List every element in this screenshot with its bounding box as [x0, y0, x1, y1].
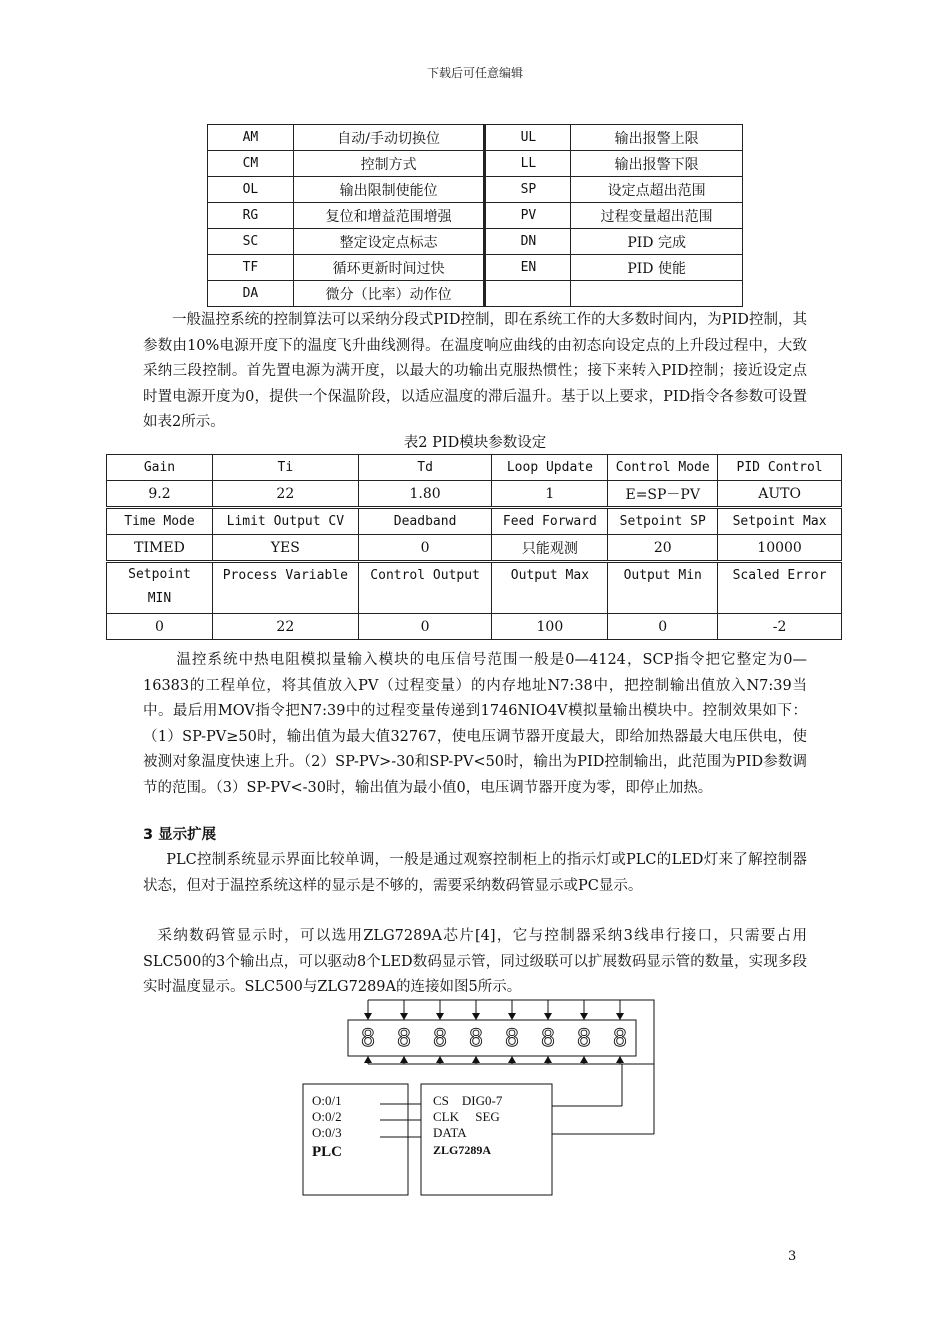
flag-description: 控制方式 — [293, 151, 485, 177]
chip-pins-cs-dig: CS DIG0-7 — [433, 1093, 503, 1108]
cell-setpoint-sp-label: Setpoint SP — [608, 508, 718, 535]
plc-output-1: O:0/1 — [312, 1093, 342, 1108]
page-header: 下载后可任意编辑 — [426, 66, 523, 80]
section-title: 3 显示扩展 — [143, 827, 217, 843]
connection-diagram — [290, 992, 670, 1202]
cell-td-value: 1.80 — [358, 481, 492, 508]
cell-limit-output-label: Limit Output CV — [212, 508, 358, 535]
cell-control-mode-label: Control Mode — [608, 455, 718, 481]
plc-output-3: O:0/3 — [312, 1125, 342, 1140]
paragraph-rtd-input: 温控系统中热电阻模拟量输入模块的电压信号范围一般是0—4124，SCP指令把它整定为0—16383的工程单位，将其值放入PV（过程变量）的内存地址N7:38中，把控制输出值放入N7:39当中。最后用MOV指令把N7:39中的过程变量传递到1746NIO4V模拟量输出模块中。控制效果如下：（1）SP-PV≥50时，输出值为最大值32767，使电压调节器开度最大，即给加热器最大电压供电，使被测对象温度快速上升。（2）SP-PV>-30和SP-PV<50时，输出为PID控制输出，此范围为PID参数调节的范围。（3）SP-PV<-30时，输出值为最小值0，电压调节器开度为零，即停止加热。 — [143, 652, 807, 796]
cell-loop-update-label: Loop Update — [492, 455, 608, 481]
flag-description: PID 完成 — [571, 229, 743, 255]
page-number: 3 — [788, 1249, 797, 1264]
flag-code: EN — [485, 255, 571, 281]
seven-seg-digit: 8 — [396, 1024, 412, 1052]
seven-seg-digit: 8 — [612, 1024, 628, 1052]
flag-code: AM — [208, 125, 294, 151]
flag-code: TF — [208, 255, 294, 281]
table2-caption: 表2 PID模块参数设定 — [403, 435, 547, 451]
flag-row — [208, 151, 743, 177]
flag-table — [207, 124, 743, 307]
cell-deadband-label: Deadband — [358, 508, 492, 535]
cell-feed-forward-label: Feed Forward — [492, 508, 608, 535]
cell-setpoint-min-label: Setpoint MIN — [107, 562, 213, 614]
flag-code: OL — [208, 177, 294, 203]
seven-seg-digit: 8 — [540, 1024, 556, 1052]
table2-row1-values — [107, 481, 842, 508]
cell-setpoint-min-value: 0 — [107, 614, 213, 640]
cell-deadband-value: 0 — [358, 535, 492, 562]
cell-output-min-value: 0 — [608, 614, 718, 640]
flag-code: SP — [485, 177, 571, 203]
cell-control-output-value: 0 — [358, 614, 492, 640]
cell-time-mode-label: Time Mode — [107, 508, 213, 535]
flag-description: 输出限制使能位 — [293, 177, 485, 203]
seven-seg-digit: 8 — [504, 1024, 520, 1052]
cell-pid-control-label: PID Control — [718, 455, 842, 481]
flag-description: 微分（比率）动作位 — [293, 281, 485, 307]
flag-code: RG — [208, 203, 294, 229]
cell-process-variable-label: Process Variable — [212, 562, 358, 614]
cell-loop-update-value: 1 — [492, 481, 608, 508]
cell-scaled-error-label: Scaled Error — [718, 562, 842, 614]
cell-setpoint-sp-value: 20 — [608, 535, 718, 562]
flag-row — [208, 281, 743, 307]
flag-description: PID 使能 — [571, 255, 743, 281]
flag-description: 设定点超出范围 — [571, 177, 743, 203]
flag-code: PV — [485, 203, 571, 229]
cell-gain-value: 9.2 — [107, 481, 213, 508]
flag-code — [485, 281, 571, 307]
seven-seg-digit: 8 — [360, 1024, 376, 1052]
flag-description: 复位和增益范围增强 — [293, 203, 485, 229]
flag-description: 自动/手动切换位 — [293, 125, 485, 151]
flag-row — [208, 255, 743, 281]
cell-output-max-label: Output Max — [492, 562, 608, 614]
flag-description: 输出报警上限 — [571, 125, 743, 151]
chip-pin-data: DATA — [433, 1125, 467, 1140]
flag-description: 输出报警下限 — [571, 151, 743, 177]
cell-setpoint-max-value: 10000 — [718, 535, 842, 562]
cell-scaled-error-value: -2 — [718, 614, 842, 640]
flag-row — [208, 229, 743, 255]
flag-code: CM — [208, 151, 294, 177]
flag-code: UL — [485, 125, 571, 151]
flag-description: 过程变量超出范围 — [571, 203, 743, 229]
flag-code: DA — [208, 281, 294, 307]
cell-ti-label: Ti — [212, 455, 358, 481]
flag-description: 循环更新时间过快 — [293, 255, 485, 281]
seven-seg-digit: 8 — [468, 1024, 484, 1052]
flag-description — [571, 281, 743, 307]
cell-limit-output-value: YES — [212, 535, 358, 562]
cell-gain-label: Gain — [107, 455, 213, 481]
paragraph-display: PLC控制系统显示界面比较单调，一般是通过观察控制柜上的指示灯或PLC的LED灯来了解控制器状态，但对于温控系统这样的显示是不够的，需要采纳数码管显示或PC显示。 — [143, 852, 807, 894]
cell-feed-forward-value: 只能观测 — [492, 535, 608, 562]
chip-label: ZLG7289A — [433, 1143, 492, 1157]
cell-output-min-label: Output Min — [608, 562, 718, 614]
cell-control-output-label: Control Output — [358, 562, 492, 614]
table2-row3-values — [107, 614, 842, 640]
seven-seg-digit: 8 — [432, 1024, 448, 1052]
paragraph-zlg7289a: 采纳数码管显示时，可以选用ZLG7289A芯片[4]，它与控制器采纳3线串行接口，只需要占用SLC500的3个输出点，可以驱动8个LED数码显示管，同过级联可以扩展数码显示管的数量，实现多段实时温度显示。SLC500与ZLG7289A的连接如图5所示。 — [143, 928, 807, 995]
cell-setpoint-max-label: Setpoint Max — [718, 508, 842, 535]
plc-output-2: O:0/2 — [312, 1109, 342, 1124]
flag-row — [208, 203, 743, 229]
paragraph-pid-algorithm: 一般温控系统的控制算法可以采纳分段式PID控制，即在系统工作的大多数时间内，为PID控制，其参数由10%电源开度下的温度飞升曲线测得。在温度响应曲线的由初态向设定点的上升段过程中，大致采纳三段控制。首先置电源为满开度，以最大的功输出克服热惯性；接下来转入PID控制；接近设定点时置电源开度为0，提供一个保温阶段，以适应温度的滞后温升。基于以上要求，PID指令各参数可设置如表2所示。 — [143, 312, 807, 430]
table2-row2-labels — [107, 508, 842, 535]
plc-label: PLC — [312, 1144, 342, 1160]
seven-seg-digit: 8 — [576, 1024, 592, 1052]
flag-description: 整定设定点标志 — [293, 229, 485, 255]
pid-parameter-table — [106, 454, 842, 640]
table2-row3-labels — [107, 562, 842, 614]
flag-code: DN — [485, 229, 571, 255]
flag-code: LL — [485, 151, 571, 177]
chip-pins-clk-seg: CLK SEG — [433, 1109, 500, 1124]
flag-code: SC — [208, 229, 294, 255]
flag-row — [208, 177, 743, 203]
cell-process-variable-value: 22 — [212, 614, 358, 640]
table2-row2-values — [107, 535, 842, 562]
cell-control-mode-value: E=SP－PV — [608, 481, 718, 508]
flag-row — [208, 125, 743, 151]
cell-pid-control-value: AUTO — [718, 481, 842, 508]
cell-ti-value: 22 — [212, 481, 358, 508]
cell-output-max-value: 100 — [492, 614, 608, 640]
cell-td-label: Td — [358, 455, 492, 481]
table2-row1-labels — [107, 455, 842, 481]
cell-time-mode-value: TIMED — [107, 535, 213, 562]
